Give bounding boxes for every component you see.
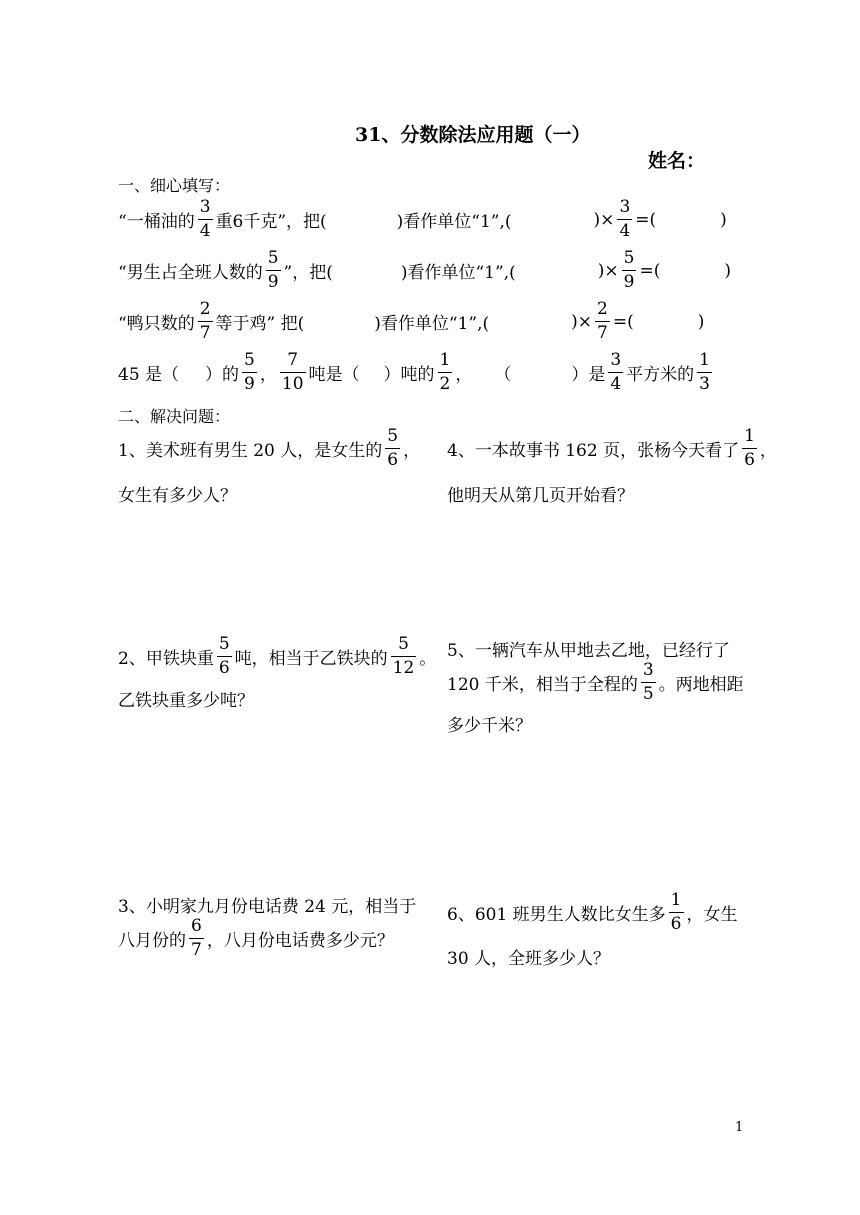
fill-text: =( [612,311,634,332]
fill-text: =( [635,209,657,230]
fill-text: )看作单位“1”,( [400,263,516,283]
problem-3-line-1: 3、小明家九月份电话费 24 元，相当于 [118,897,417,917]
fraction: $\frac{5}{9}$ [244,350,255,394]
fraction: $\frac{5}{9}$ [267,248,279,292]
fill-text: )看作单位“1”,( [396,212,512,232]
page-title: 31、分数除法应用题（一） [355,124,591,146]
fill-text: ， [455,365,473,385]
problem-1-line-1: 1、美术班有男生 20 人，是女生的 $\frac{5}{6}$ ， [118,426,421,470]
fill-text: （ [494,365,512,385]
fill-text: “鸭只数的 [118,314,195,334]
fill-text: =( [639,260,661,281]
fraction: $\frac{3}{4}$ [610,350,622,394]
problem-2-line-2: 乙铁块重多少吨？ [118,691,254,711]
fill-text: ) [720,209,727,230]
fill-text: ）是 [571,365,606,385]
fill-line-1 [118,199,748,240]
fraction: $\frac{5}{6}$ [218,634,230,678]
fraction: $\frac{2}{7}$ [597,299,608,343]
fraction: $\frac{3}{5}$ [642,660,654,704]
fraction: $\frac{3}{4}$ [619,197,631,241]
problem-4-line-1: 4、一本故事书 162 页，张杨今天看了 $\frac{1}{6}$ ， [447,426,777,470]
fraction: $\frac{2}{7}$ [199,299,211,343]
problem-6-line-2: 30 人，全班多少人？ [447,949,611,969]
page-number: 1 [735,1120,744,1135]
fill-text: ， [259,365,277,385]
fill-text: ) [697,311,705,332]
problem-1-line-2: 女生有多少人？ [118,486,237,506]
fraction: $\frac{1}{3}$ [699,350,710,394]
fill-text: 平方米的 [626,365,695,385]
fraction: $\frac{5}{6}$ [387,426,399,470]
problem-5-line-2: 120 千米，相当于全程的 $\frac{3}{5}$ 。两地相距 [447,660,744,704]
problem-3-line-2: 八月份的 $\frac{6}{7}$ ，八月份电话费多少元？ [118,916,394,960]
fill-text: “男生占全班人数的 [118,263,263,283]
problem-2-line-1: 2、甲铁块重 $\frac{5}{6}$ 吨，相当于乙铁块的 $\frac{5}{12}$ 。 [118,634,437,678]
fraction: $\frac{1}{2}$ [439,350,451,394]
section-problems-heading: 二、解决问题： [118,407,231,426]
fill-text: )看作单位“1”,( [374,314,490,334]
fill-line-2 [118,250,748,291]
fill-text: ”，把( [283,263,333,283]
fill-text: 重6千克”，把( [215,212,327,232]
name-label: 姓名： [648,150,706,172]
fill-text: ) [724,260,731,281]
fill-text: 吨是（ [308,365,360,385]
fill-text: ）吨的 [383,365,435,385]
fill-text: “一桶油的 [118,212,195,232]
problem-6-line-1: 6、601 班男生人数比女生多 $\frac{1}{6}$ ，女生 [447,890,738,934]
fill-line-4 [118,352,748,393]
problem-5-line-3: 多少千米？ [447,716,532,736]
problem-5-line-1: 5、一辆汽车从甲地去乙地，已经行了 [447,641,730,661]
fraction: $\frac{5}{12}$ [392,634,415,678]
fill-text: )× [597,260,619,281]
fill-text: 45 是（ [118,365,180,385]
section-fill-heading: 一、细心填写： [118,176,231,195]
fraction: $\frac{1}{6}$ [670,890,682,934]
fraction: $\frac{1}{6}$ [744,426,755,470]
fraction: $\frac{5}{9}$ [623,248,635,292]
fill-text: ）的 [205,365,240,385]
fill-text: )× [593,209,615,230]
fraction: $\frac{3}{4}$ [199,197,211,241]
fill-line-3 [118,301,748,342]
fraction: $\frac{6}{7}$ [191,916,202,960]
problem-4-line-2: 他明天从第几页开始看？ [447,486,634,506]
fill-text: 等于鸡” 把( [215,314,305,334]
fill-text: )× [571,311,593,332]
fraction: $\frac{7}{10}$ [281,350,304,394]
